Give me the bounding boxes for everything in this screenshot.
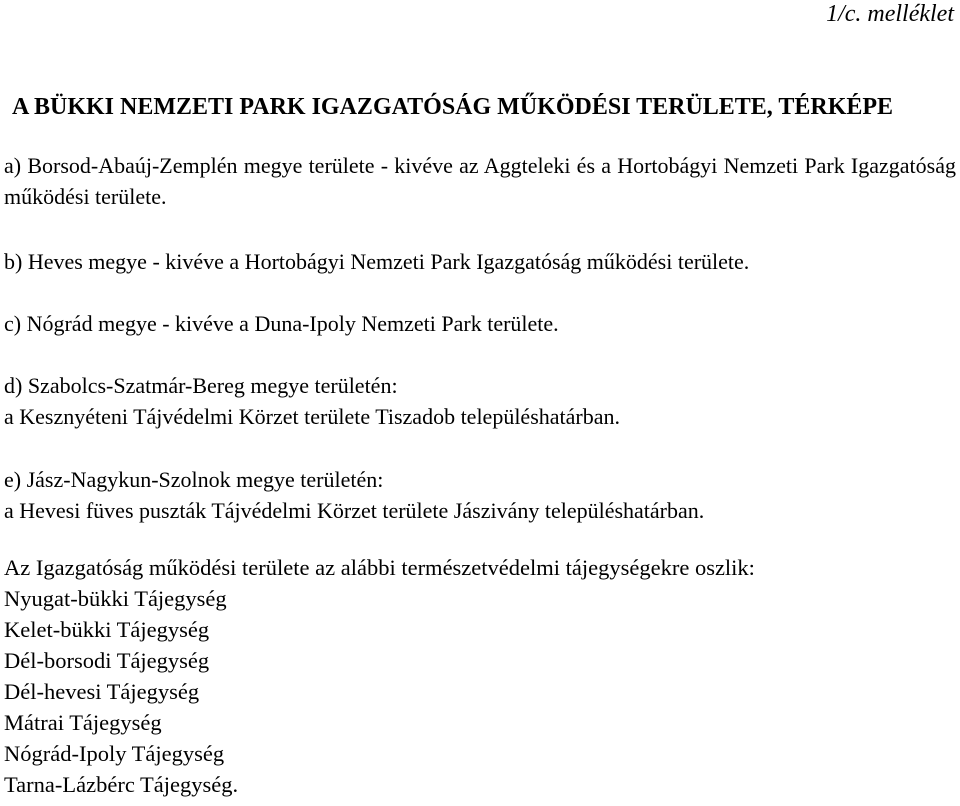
annex-label: 1/c. melléklet	[826, 1, 954, 27]
section-e-detail: a Hevesi füves puszták Tájvédelmi Körzet területe Jászivány településhatárban.	[4, 498, 705, 523]
document-title: A BÜKKI NEMZETI PARK IGAZGATÓSÁG MŰKÖDÉSI TERÜLETE, TÉRKÉPE	[12, 94, 894, 120]
section-d	[4, 370, 956, 432]
list-item: Nyugat-bükki Tájegység	[4, 586, 227, 611]
landscape-units	[4, 552, 755, 800]
section-e	[4, 464, 956, 526]
section-a: a) Borsod-Abaúj-Zemplén megye területe - kivéve az Aggteleki és a Hortobágyi Nemzeti Park Igazgatóság működési területe.	[4, 153, 956, 209]
list-item: Tarna-Lázbérc Tájegység.	[4, 772, 239, 797]
section-c: c) Nógrád megye - kivéve a Duna-Ipoly Nemzeti Park területe.	[4, 311, 559, 336]
section-e-heading: e) Jász-Nagykun-Szolnok megye területén:	[4, 467, 384, 492]
section-d-detail: a Kesznyéteni Tájvédelmi Körzet területe Tiszadob településhatárban.	[4, 404, 620, 429]
section-d-heading: d) Szabolcs-Szatmár-Bereg megye területén:	[4, 373, 398, 398]
list-item: Kelet-bükki Tájegység	[4, 617, 210, 642]
list-item: Dél-borsodi Tájegység	[4, 648, 210, 673]
list-item: Dél-hevesi Tájegység	[4, 679, 200, 704]
units-intro: Az Igazgatóság működési területe az alábbi természetvédelmi tájegységekre oszlik:	[4, 555, 755, 580]
list-item: Mátrai Tájegység	[4, 710, 162, 735]
list-item: Nógrád-Ipoly Tájegység	[4, 741, 225, 766]
section-b: b) Heves megye - kivéve a Hortobágyi Nemzeti Park Igazgatóság működési területe.	[4, 249, 750, 274]
